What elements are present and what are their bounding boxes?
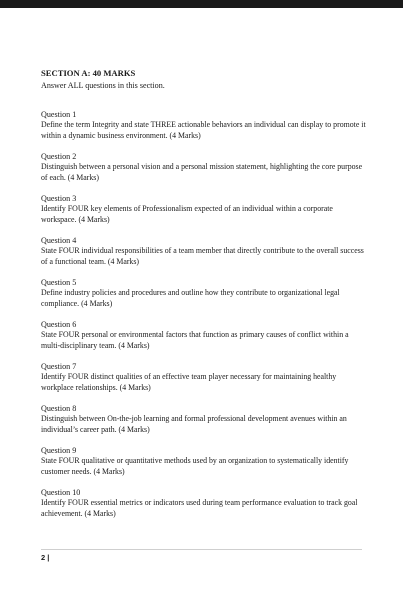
question-heading: Question 9: [41, 446, 77, 455]
footer-divider: [41, 549, 362, 550]
question-heading: Question 6: [41, 320, 77, 329]
question-text: State FOUR qualitative or quantitative methods used by an organization to systematically identify customer needs. (4 Marks): [41, 456, 349, 476]
question-text: State FOUR individual responsibilities of a team member that directly contribute to the overall success of a functional team. (4 Marks): [41, 246, 364, 266]
question-item: [41, 362, 366, 393]
question-heading: Question 1: [41, 110, 77, 119]
question-item: [41, 278, 366, 309]
document-page: [41, 68, 366, 530]
question-item: [41, 320, 366, 351]
question-item: [41, 236, 366, 267]
question-item: [41, 446, 366, 477]
question-heading: Question 8: [41, 404, 77, 413]
top-black-bar: [0, 0, 403, 8]
question-heading: Question 7: [41, 362, 77, 371]
question-text: Define the term Integrity and state THREE actionable behaviors an individual can display to promote it within a dynamic business environment. (4 Marks): [41, 120, 366, 140]
question-heading: Question 3: [41, 194, 77, 203]
question-text: Define industry policies and procedures and outline how they contribute to organizational legal compliance. (4 Marks): [41, 288, 340, 308]
question-heading: Question 5: [41, 278, 77, 287]
question-item: [41, 152, 366, 183]
page-footer: [41, 549, 362, 563]
question-item: [41, 488, 366, 519]
question-heading: Question 10: [41, 488, 81, 497]
question-heading: Question 2: [41, 152, 77, 161]
question-text: Identify FOUR distinct qualities of an effective team player necessary for maintaining healthy workplace relationships. (4 Marks): [41, 372, 337, 392]
question-text: Distinguish between a personal vision and a personal mission statement, highlighting the core purpose of each. (4 Marks): [41, 162, 363, 182]
question-text: Distinguish between On-the-job learning and formal professional development avenues within an individual’s career path. (4 Marks): [41, 414, 347, 434]
question-list: [41, 110, 366, 519]
page-number: 2 |: [41, 553, 50, 562]
section-title: SECTION A: 40 MARKS: [41, 68, 136, 78]
question-text: Identify FOUR essential metrics or indicators used during team performance evaluation to track goal achievement. (4 Marks): [41, 498, 358, 518]
question-heading: Question 4: [41, 236, 77, 245]
question-text: Identify FOUR key elements of Professionalism expected of an individual within a corporate workspace. (4 Marks): [41, 204, 333, 224]
question-item: [41, 110, 366, 141]
section-instruction: Answer ALL questions in this section.: [41, 81, 165, 90]
question-item: [41, 194, 366, 225]
question-text: State FOUR personal or environmental factors that function as primary causes of conflict within a multi-disciplinary team. (4 Marks): [41, 330, 349, 350]
question-item: [41, 404, 366, 435]
